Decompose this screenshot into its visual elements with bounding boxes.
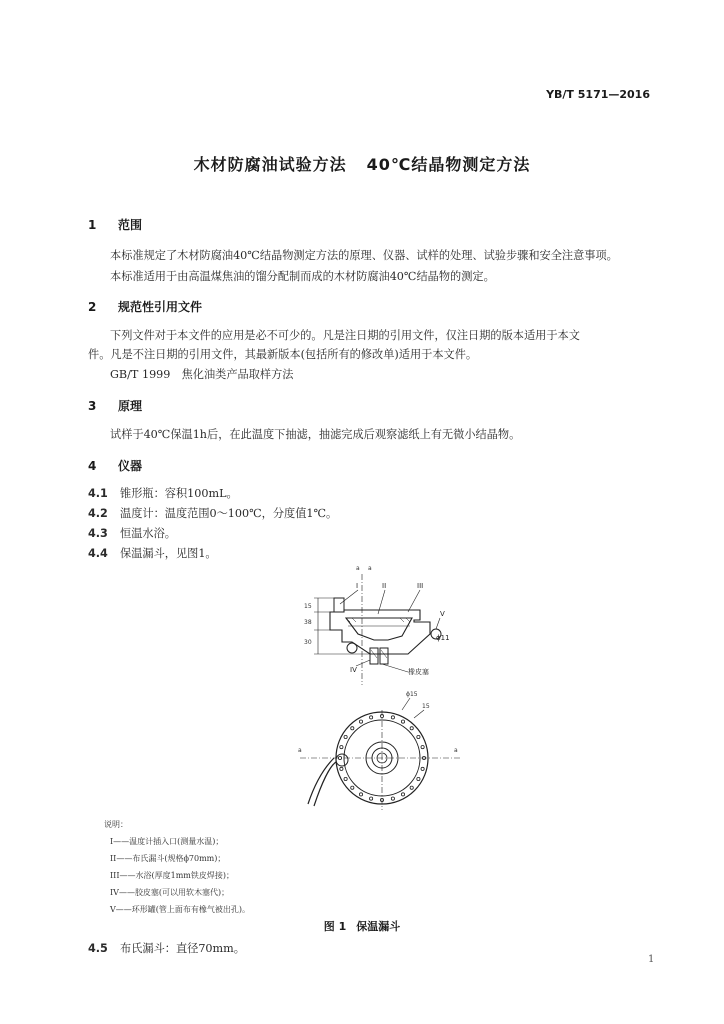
list-item (88, 505, 337, 521)
section-mark-a: a (454, 747, 458, 754)
inlet-pipe (308, 758, 334, 804)
item-text: 恒温水浴。 (120, 527, 176, 540)
vent-hole (344, 777, 347, 780)
vent-hole (401, 720, 404, 723)
label-part-5: V (440, 610, 445, 618)
item-number: 4.4 (88, 547, 108, 560)
vent-hole (417, 777, 420, 780)
section-4-heading (88, 457, 142, 474)
leader-line (414, 710, 424, 718)
title-part-2: 40℃结晶物测定方法 (366, 155, 531, 174)
list-item (88, 545, 217, 561)
section-number: 4 (88, 459, 97, 473)
leader-line (436, 618, 440, 629)
item-text: 温度计：温度范围0～100℃，分度值1℃。 (120, 507, 338, 520)
label-rubber-plug: 橡皮塞 (408, 668, 429, 676)
section-3-heading (88, 397, 142, 414)
vent-hole (370, 716, 373, 719)
vent-hole (421, 746, 424, 749)
figure-caption (0, 918, 724, 934)
dim-left: 15 (304, 603, 312, 610)
vent-hole (410, 727, 413, 730)
wall-hatching (346, 618, 410, 622)
figure-label: 图 1 (323, 920, 347, 933)
paragraph-line: 本标准规定了木材防腐油40℃结晶物测定方法的原理、仪器、试样的处理、试验步骤和安全注意事项。 (110, 249, 618, 262)
reference-gbt1999: GB/T 1999 焦化油类产品取样方法 (110, 368, 294, 381)
vent-hole (340, 746, 343, 749)
leader-line (356, 660, 370, 666)
buchner-funnel (346, 618, 412, 640)
thermometer-inlet-plan (336, 754, 348, 766)
item-number: 4.2 (88, 507, 108, 520)
item-text: 布氏漏斗：直径70mm。 (120, 942, 245, 955)
vent-hole (391, 797, 394, 800)
label-part-4: IV (350, 666, 357, 674)
section-title: 范围 (118, 218, 143, 232)
dim-phi11: ϕ11 (436, 634, 450, 642)
dim-left: 38 (304, 619, 312, 626)
vent-hole (421, 767, 424, 770)
vent-hole (391, 716, 394, 719)
list-item (88, 485, 238, 501)
label-part-2: II (382, 582, 387, 590)
standard-number: YB/T 5171—2016 (546, 88, 650, 101)
section-title: 原理 (118, 399, 143, 413)
notes-heading: 说明： (104, 820, 128, 829)
section-1-heading (88, 216, 142, 233)
section-mark-a: a (298, 747, 302, 754)
note-line: I——温度计插入口(测量水温)； (110, 837, 224, 846)
leader-line (402, 698, 410, 710)
dim-15: 15 (422, 703, 430, 710)
list-item (88, 940, 245, 956)
note-line: IV——胶皮塞(可以用软木塞代)； (110, 888, 230, 897)
section-title: 规范性引用文件 (118, 300, 203, 314)
thermometer-inlet (334, 598, 344, 612)
vent-hole (340, 767, 343, 770)
vent-hole (344, 735, 347, 738)
leader-line (340, 590, 358, 604)
leader-line (408, 590, 420, 612)
item-number: 4.5 (88, 942, 108, 955)
vent-hole (370, 797, 373, 800)
item-number: 4.3 (88, 527, 108, 540)
leader-line (382, 664, 408, 672)
item-text: 锥形瓶：容积100mL。 (120, 487, 238, 500)
document-title (0, 152, 724, 175)
title-part-1: 木材防腐油试验方法 (193, 155, 347, 174)
section-2-heading (88, 298, 202, 315)
section-mark-a: a (368, 565, 372, 572)
dim-left: 30 (304, 639, 312, 646)
paragraph-line: 试样于40℃保温1h后，在此温度下抽滤，抽滤完成后观察滤纸上有无微小结晶物。 (110, 428, 521, 441)
figure-insulated-funnel (290, 560, 470, 810)
vent-hole (359, 793, 362, 796)
item-number: 4.1 (88, 487, 108, 500)
list-item (88, 525, 176, 541)
figure-notes (104, 816, 250, 918)
item-text: 保温漏斗，见图1。 (120, 547, 217, 560)
section-mark-a: a (356, 565, 360, 572)
page-number: 1 (648, 954, 655, 965)
vent-hole (351, 727, 354, 730)
figure-title: 保温漏斗 (356, 920, 401, 933)
vent-hole (351, 786, 354, 789)
section-number: 1 (88, 218, 97, 232)
paragraph-line: 件。凡是不注日期的引用文件，其最新版本(包括所有的修改单)适用于本文件。 (88, 348, 478, 361)
section-title: 仪器 (118, 459, 143, 473)
vent-hole (401, 793, 404, 796)
vent-hole (410, 786, 413, 789)
dim-phi15: ϕ15 (406, 691, 418, 698)
note-line: III——水浴(厚度1mm铁皮焊接)； (110, 871, 234, 880)
ring-tube (347, 643, 357, 653)
section-number: 3 (88, 399, 97, 413)
vent-hole (417, 735, 420, 738)
label-part-1: I (356, 582, 359, 590)
note-line: V——环形罐(管上面布有橡气被出孔)。 (110, 905, 251, 914)
paragraph-line: 下列文件对于本文件的应用是必不可少的。凡是注日期的引用文件，仅注日期的版本适用于本文 (110, 329, 580, 342)
vent-hole (359, 720, 362, 723)
water-bath (330, 610, 430, 654)
paragraph-line: 本标准适用于由高温煤焦油的馏分配制而成的木材防腐油40℃结晶物的测定。 (110, 270, 495, 283)
label-part-3: III (417, 582, 424, 590)
section-number: 2 (88, 300, 97, 314)
note-line: II——布氏漏斗(规格ϕ70mm)； (110, 854, 226, 863)
